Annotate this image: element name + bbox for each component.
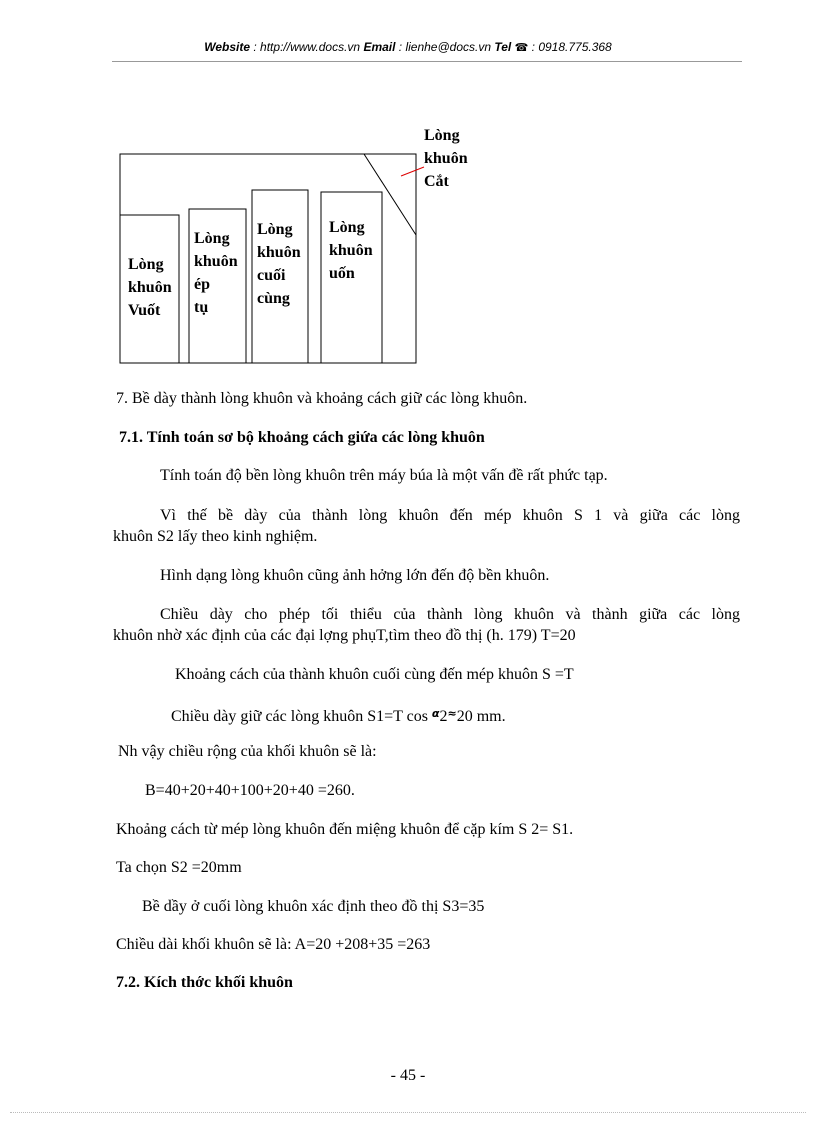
- paragraph-11: Bề dầy ở cuối lòng khuôn xác định theo đồ thị S3=35: [142, 898, 485, 915]
- paragraph-10: Ta chọn S2 =20mm: [116, 859, 242, 876]
- paragraph-2-line-2: khuôn S2 lấy theo kinh nghiệm.: [113, 528, 318, 545]
- label-long-khuon-cat: Lòng khuôn Cắt: [424, 127, 468, 190]
- approx-symbol: ≈: [447, 707, 457, 720]
- formula-width: B=40+20+40+100+20+40 =260.: [145, 782, 355, 799]
- paragraph-9: Khoảng cách từ mép lòng khuôn đến miệng khuôn để cặp kím S 2= S1.: [116, 821, 574, 838]
- paragraph-4-line-1: Chiều dày cho phép tối thiểu của thành lòng khuôn và thành giữa các lòng: [160, 606, 740, 623]
- cut-label-pointer: [401, 167, 424, 176]
- page-number: - 45 -: [390, 1067, 426, 1084]
- paragraph-6-text: Chiều dày giữ các lòng khuôn S1=T cos: [171, 708, 432, 725]
- paragraph-12: Chiều dài khối khuôn sẽ là: A=20 +208+35 =263: [116, 936, 431, 953]
- section-7-2-heading: 7.2. Kích thớc khối khuôn: [116, 974, 293, 991]
- label-long-khuon-cuoi-cung: Lòng khuôn cuối cùng: [257, 221, 301, 307]
- die-cavity-diagram: [118, 122, 478, 368]
- paragraph-5: Khoảng cách của thành khuôn cuối cùng đến mép khuôn S =T: [175, 666, 574, 683]
- tel-value: : 0918.775.368: [528, 40, 612, 54]
- paragraph-2-line-1: Vì thế bề dày của thành lòng khuôn đến mép khuôn S 1 và giữa các lòng: [160, 507, 740, 524]
- label-long-khuon-uon: Lòng khuôn uốn: [329, 219, 373, 282]
- label-long-khuon-ep-tu: Lòng khuôn ép tụ: [194, 230, 238, 316]
- website-label: Website: [204, 40, 251, 54]
- section-7-1-heading: 7.1. Tính toán sơ bộ khoảng cách giứa các lòng khuôn: [119, 429, 485, 446]
- email-label: Email: [363, 40, 396, 54]
- paragraph-4-line-2: khuôn nhờ xác định của các đại lợng phụT,tìm theo đồ thị (h. 179) T=20: [113, 627, 576, 644]
- paragraph-6-exponent: 2: [439, 708, 448, 725]
- paragraph-1: Tính toán độ bền lòng khuôn trên máy búa là một vấn đề rất phức tạp.: [160, 467, 608, 484]
- website-value: : http://www.docs.vn: [250, 40, 364, 54]
- label-long-khuon-vuot: Lòng khuôn Vuốt: [128, 256, 172, 319]
- paragraph-6: [171, 703, 506, 727]
- email-value: : lienhe@docs.vn: [395, 40, 495, 54]
- page-header: [0, 40, 816, 54]
- alpha-symbol: α: [431, 707, 440, 720]
- paragraph-7: Nh vậy chiều rộng của khối khuôn sẽ là:: [118, 743, 377, 760]
- footer-divider: [10, 1112, 806, 1113]
- tel-label: Tel: [494, 40, 512, 54]
- paragraph-6-value: 20 mm.: [456, 708, 506, 725]
- phone-icon: ☎: [514, 41, 529, 54]
- paragraph-3: Hình dạng lòng khuôn cũng ảnh hởng lớn đến độ bền khuôn.: [160, 567, 550, 584]
- section-7-heading: 7. Bề dày thành lòng khuôn và khoảng cách giữ các lòng khuôn.: [116, 390, 528, 407]
- header-divider: [112, 61, 742, 62]
